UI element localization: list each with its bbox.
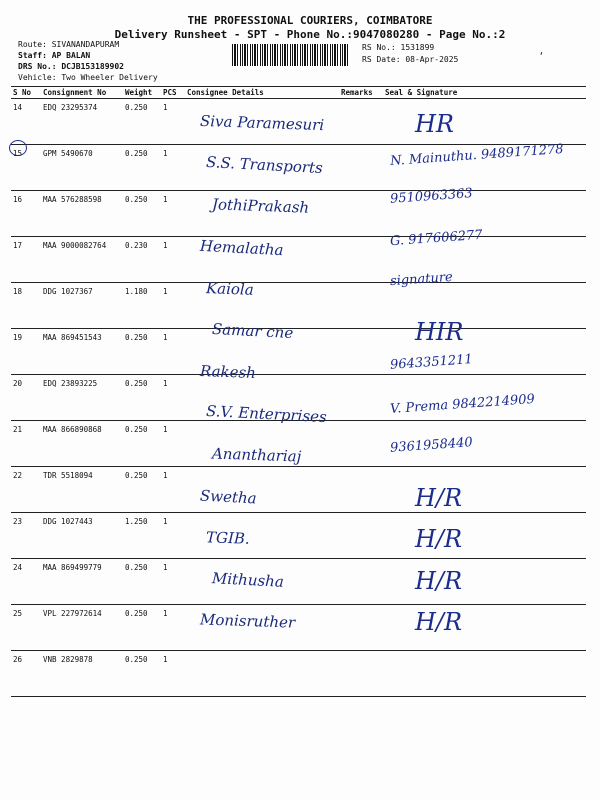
signature-cell [383, 559, 586, 605]
table-row [11, 605, 586, 651]
pen-mark-icon: ⸴ [540, 44, 544, 58]
weight-cell: 0.250 [123, 191, 161, 237]
consignment-cell: MAA 869499779 [41, 559, 123, 605]
remarks-cell [339, 145, 383, 191]
pcs-cell: 1 [161, 329, 185, 375]
weight-cell: 0.250 [123, 375, 161, 421]
weight-cell: 0.250 [123, 145, 161, 191]
remarks-cell [339, 283, 383, 329]
consignee-handwriting: TGIB. [205, 528, 251, 548]
weight-cell: 0.250 [123, 421, 161, 467]
sno-cell: 14 [11, 99, 41, 145]
pcs-cell: 1 [161, 513, 185, 559]
sno-cell: 23 [11, 513, 41, 559]
sno-cell: 26 [11, 651, 41, 697]
table-row [11, 651, 586, 697]
pcs-cell: 1 [161, 99, 185, 145]
barcode [232, 44, 350, 66]
pcs-cell: 1 [161, 145, 185, 191]
consignment-cell: DDG 1027367 [41, 283, 123, 329]
company-title: THE PROFESSIONAL COURIERS, COIMBATORE [187, 14, 433, 27]
remarks-cell [339, 605, 383, 651]
col-sno: S No [11, 87, 41, 99]
table-row [11, 329, 586, 375]
consignee-handwriting: Swetha [199, 486, 258, 507]
signature-cell [383, 605, 586, 651]
consignee-handwriting: Siva Paramesuri [199, 111, 325, 135]
consignment-cell: VNB 2829878 [41, 651, 123, 697]
sno-cell: 15 [11, 145, 41, 191]
consignment-cell: MAA 866890868 [41, 421, 123, 467]
pcs-cell: 1 [161, 191, 185, 237]
consignee-handwriting: Ananthariaj [211, 444, 302, 466]
route-label: Route: SIVANANDAPURAM [18, 40, 120, 49]
consignee-handwriting: Hemalatha [199, 236, 284, 259]
remarks-cell [339, 191, 383, 237]
signature-handwriting: HIR [415, 317, 464, 346]
remarks-cell [339, 237, 383, 283]
weight-cell: 0.250 [123, 651, 161, 697]
signature-handwriting: H/R [415, 525, 463, 553]
table-row [11, 559, 586, 605]
sno-cell: 20 [11, 375, 41, 421]
remarks-cell [339, 513, 383, 559]
col-remarks: Remarks [339, 87, 383, 99]
pcs-cell: 1 [161, 605, 185, 651]
consignment-cell: MAA 9000082764 [41, 237, 123, 283]
pcs-cell: 1 [161, 559, 185, 605]
signature-handwriting: signature [389, 269, 454, 290]
consignee-handwriting: S.V. Enterprises [205, 401, 328, 426]
table-row [11, 513, 586, 559]
remarks-cell [339, 559, 383, 605]
signature-handwriting: HR [415, 110, 454, 138]
pcs-cell: 1 [161, 421, 185, 467]
weight-cell: 0.250 [123, 329, 161, 375]
sno-cell: 25 [11, 605, 41, 651]
consignment-cell: TDR 5518094 [41, 467, 123, 513]
consignment-cell: EDQ 23295374 [41, 99, 123, 145]
remarks-cell [339, 99, 383, 145]
consignment-cell: MAA 576288598 [41, 191, 123, 237]
signature-handwriting: V. Prema 9842214909 [389, 391, 536, 417]
weight-cell: 0.250 [123, 605, 161, 651]
sno-cell: 17 [11, 237, 41, 283]
signature-handwriting: 9510963363 [389, 186, 474, 207]
table-row [11, 283, 586, 329]
pcs-cell: 1 [161, 283, 185, 329]
signature-handwriting: H/R [415, 566, 463, 595]
weight-cell: 1.180 [123, 283, 161, 329]
consignee-handwriting: Samar cne [211, 319, 294, 342]
signature-handwriting: 9643351211 [389, 352, 474, 373]
pcs-cell: 1 [161, 375, 185, 421]
signature-cell [383, 651, 586, 697]
pcs-cell: 1 [161, 651, 185, 697]
weight-cell: 0.250 [123, 99, 161, 145]
weight-cell: 0.250 [123, 467, 161, 513]
consignee-handwriting: Monisruther [199, 610, 296, 632]
consignment-cell: MAA 869451543 [41, 329, 123, 375]
signature-handwriting: H/R [415, 483, 463, 512]
runsheet-subtitle: Delivery Runsheet - SPT - Phone No.:9047080280 - Page No.:2 [114, 28, 506, 41]
consignee-handwriting: Kaiola [205, 279, 255, 299]
remarks-cell [339, 467, 383, 513]
consignee-handwriting: Mithusha [211, 568, 285, 591]
signature-handwriting: G. 917606277 [389, 227, 484, 249]
consignment-cell: VPL 227972614 [41, 605, 123, 651]
col-weight: Weight [123, 87, 161, 99]
consignee-cell [185, 651, 339, 697]
remarks-cell [339, 329, 383, 375]
consignee-handwriting: S.S. Transports [205, 152, 324, 177]
sno-cell: 21 [11, 421, 41, 467]
weight-cell: 0.250 [123, 559, 161, 605]
pcs-cell: 1 [161, 467, 185, 513]
signature-handwriting: H/R [415, 608, 463, 636]
table-row [11, 237, 586, 283]
signature-cell [383, 283, 586, 329]
sno-cell: 18 [11, 283, 41, 329]
col-signature: Seal & Signature [383, 87, 586, 99]
remarks-cell [339, 375, 383, 421]
sno-cell: 24 [11, 559, 41, 605]
table-header-row [11, 87, 586, 99]
col-pcs: PCS [161, 87, 185, 99]
rs-number: RS No.: 1531899 [362, 43, 435, 52]
weight-cell: 1.250 [123, 513, 161, 559]
sno-cell: 16 [11, 191, 41, 237]
sno-cell: 19 [11, 329, 41, 375]
signature-cell [383, 513, 586, 559]
col-consignee: Consignee Details [185, 87, 339, 99]
drs-label: DRS No.: DCJB153189902 [18, 62, 124, 71]
remarks-cell [339, 651, 383, 697]
consignee-handwriting: JothiPrakash [211, 195, 310, 217]
sno-cell: 22 [11, 467, 41, 513]
consignee-handwriting: Rakesh [199, 362, 257, 382]
signature-cell [383, 99, 586, 145]
weight-cell: 0.230 [123, 237, 161, 283]
table-row [11, 467, 586, 513]
consignment-cell: EDQ 23893225 [41, 375, 123, 421]
signature-handwriting: N. Mainuthu. 9489171278 [389, 141, 565, 169]
pcs-cell: 1 [161, 237, 185, 283]
staff-label: Staff: AP BALAN [18, 51, 91, 60]
signature-handwriting: 9361958440 [389, 435, 474, 456]
runsheet-table [11, 86, 586, 697]
circle-mark-icon [9, 140, 27, 156]
rs-date: RS Date: 08-Apr-2025 [362, 55, 459, 64]
vehicle-label: Vehicle: Two Wheeler Delivery [18, 73, 158, 82]
consignment-cell: GPM 5490670 [41, 145, 123, 191]
consignment-cell: DDG 1027443 [41, 513, 123, 559]
signature-cell [383, 467, 586, 513]
col-consignment: Consignment No [41, 87, 123, 99]
remarks-cell [339, 421, 383, 467]
